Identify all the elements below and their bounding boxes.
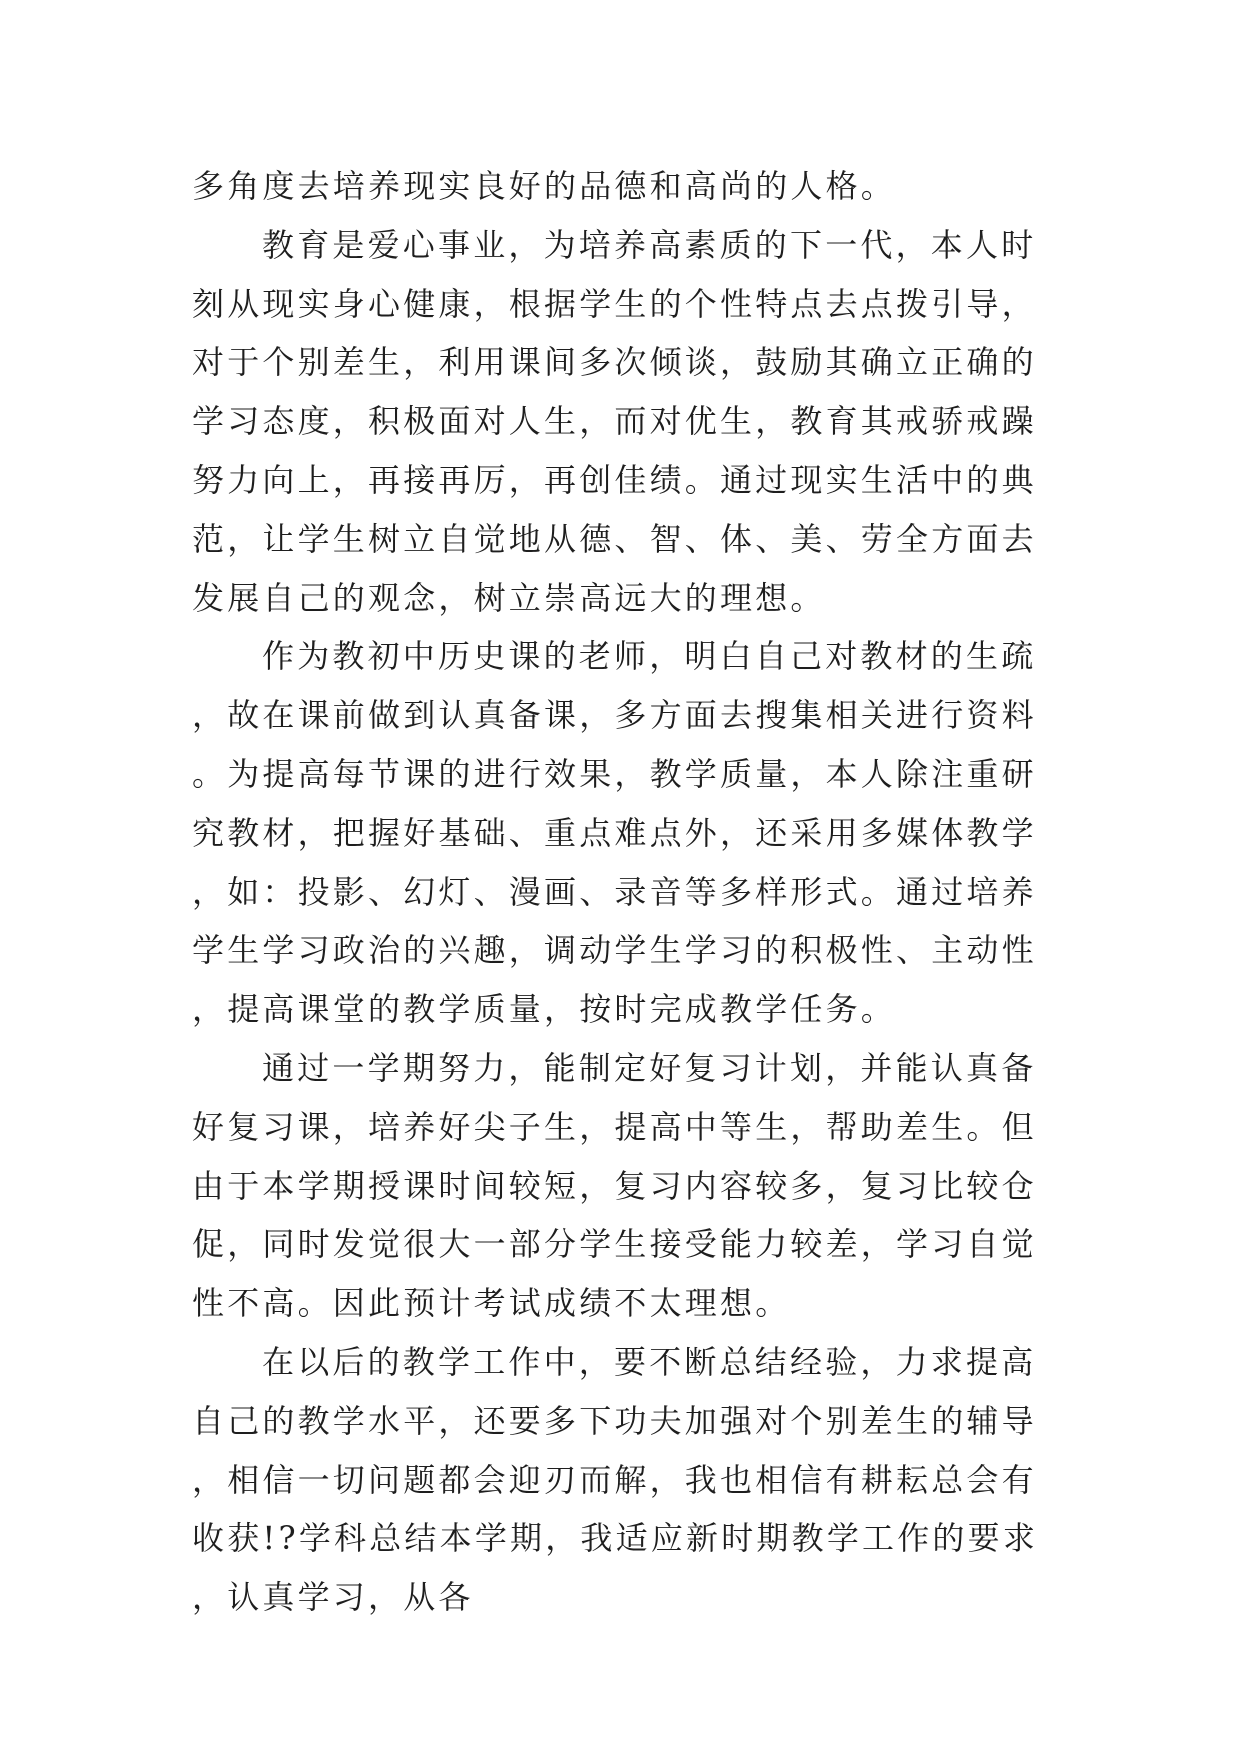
document-body	[192, 157, 1056, 1627]
paragraph-future-work: 在以后的教学工作中，要不断总结经验，力求提高自己的教学水平，还要多下功夫加强对个别差生的辅导，相信一切问题都会迎刃而解，我也相信有耕耘总会有收获!?学科总结本学期，我适应新时期教学工作的要求，认真学习，从各	[192, 1342, 1039, 1617]
paragraph-education-care: 教育是爱心事业，为培养高素质的下一代，本人时刻从现实身心健康，根据学生的个性特点去点拨引导，对于个别差生，利用课间多次倾谈，鼓励其确立正确的学习态度，积极面对人生，而对优生，教育其戒骄戒躁努力向上，再接再厉，再创佳绩。通过现实生活中的典范，让学生树立自觉地从德、智、体、美、劳全方面去发展自己的观念，树立崇高远大的理想。	[192, 225, 1037, 617]
paragraph-continuation: 多角度去培养现实良好的品德和高尚的人格。	[192, 167, 897, 205]
paragraph-history-teaching: 作为教初中历史课的老师，明白自己对教材的生疏，故在课前做到认真备课，多方面去搜集相关进行资料。为提高每节课的进行效果，教学质量，本人除注重研究教材，把握好基础、重点难点外，还采用多媒体教学，如：投影、幻灯、漫画、录音等多样形式。通过培养学生学习政治的兴趣，调动学生学习的积极性、主动性，提高课堂的教学质量，按时完成教学任务。	[192, 637, 1037, 1029]
paragraph-review-plan: 通过一学期努力，能制定好复习计划，并能认真备好复习课，培养好尖子生，提高中等生，帮助差生。但由于本学期授课时间较短，复习内容较多，复习比较仓促，同时发觉很大一部分学生接受能力较差，学习自觉性不高。因此预计考试成绩不太理想。	[192, 1048, 1037, 1323]
